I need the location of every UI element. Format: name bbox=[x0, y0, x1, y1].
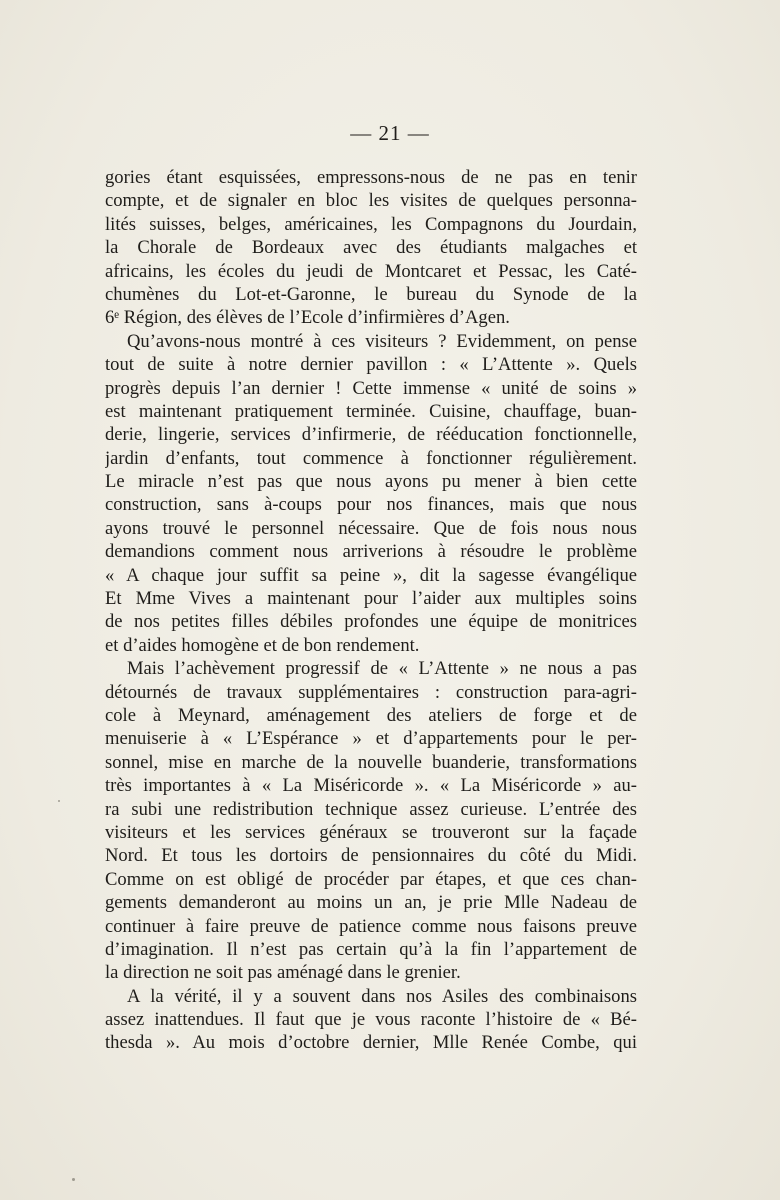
text-line: Qu’avons-nous montré à ces visiteurs ? Evidemment, on pense bbox=[127, 330, 637, 352]
text-line: de nos petites filles débiles profondes une équipe de monitrices bbox=[105, 611, 637, 633]
text-line: gements demanderont au moins un an, je prie Mlle Nadeau de bbox=[105, 892, 637, 914]
text-line: construction, sans à-coups pour nos finances, mais que nous bbox=[105, 494, 637, 516]
text-line: Comme on est obligé de procéder par étapes, et que ces chan- bbox=[105, 868, 637, 890]
text-line: africains, les écoles du jeudi de Montcaret et Pessac, les Caté- bbox=[105, 260, 637, 282]
text-line: Le miracle n’est pas que nous ayons pu mener à bien cette bbox=[105, 471, 637, 493]
text-line: tout de suite à notre dernier pavillon : « L’Attente ». Quels bbox=[105, 354, 637, 376]
text-line: Et Mme Vives a maintenant pour l’aider aux multiples soins bbox=[105, 588, 637, 610]
text-line: gories étant esquissées, empressons-nous de ne pas en tenir bbox=[105, 167, 637, 188]
text-line: chumènes du Lot-et-Garonne, le bureau du Synode de la bbox=[105, 283, 637, 305]
text-line: « A chaque jour suffit sa peine », dit la sagesse évangélique bbox=[105, 564, 637, 586]
text-line: thesda ». Au mois d’octobre dernier, Mlle Renée Combe, qui bbox=[105, 1032, 637, 1054]
text-line: ra subi une redistribution technique assez curieuse. L’entrée des bbox=[105, 798, 637, 820]
text-line: ayons trouvé le personnel nécessaire. Que de fois nous nous bbox=[105, 517, 637, 539]
text-line: sonnel, mise en marche de la nouvelle buanderie, transformations bbox=[105, 751, 637, 773]
text-line: 6ᵉ Région, des élèves de l’Ecole d’infirmières d’Agen. bbox=[105, 307, 510, 329]
text-line: Mais l’achèvement progressif de « L’Attente » ne nous a pas bbox=[127, 658, 637, 680]
text-line: cole à Meynard, aménagement des ateliers de forge et de bbox=[105, 704, 637, 726]
text-line: continuer à faire preuve de patience comme nous faisons preuve bbox=[105, 915, 637, 937]
text-line: visiteurs et les services généraux se trouveront sur la façade bbox=[105, 821, 637, 843]
paper-speck bbox=[58, 800, 60, 802]
text-line: très importantes à « La Miséricorde ». « La Miséricorde » au- bbox=[105, 775, 637, 797]
page-number: — 21 — bbox=[350, 121, 430, 145]
text-line: derie, lingerie, services d’infirmerie, de rééducation fonctionnelle, bbox=[105, 424, 637, 446]
paper-speck bbox=[72, 1178, 75, 1181]
text-line: jardin d’enfants, tout commence à fonctionner régulièrement. bbox=[105, 447, 637, 469]
text-line: lités suisses, belges, américaines, les Compagnons du Jourdain, bbox=[105, 213, 637, 235]
text-line: la Chorale de Bordeaux avec des étudiants malgaches et bbox=[105, 237, 637, 259]
text-line: assez inattendues. Il faut que je vous raconte l’histoire de « Bé- bbox=[105, 1009, 637, 1031]
text-line: d’imagination. Il n’est pas certain qu’à la fin l’appartement de bbox=[105, 938, 637, 960]
text-line: détournés de travaux supplémentaires : construction para-agri- bbox=[105, 681, 637, 703]
text-line: la direction ne soit pas aménagé dans le grenier. bbox=[105, 962, 461, 984]
text-line: progrès depuis l’an dernier ! Cette immense « unité de soins » bbox=[105, 377, 637, 399]
text-line: Nord. Et tous les dortoirs de pensionnaires du côté du Midi. bbox=[105, 845, 637, 867]
text-line: menuiserie à « L’Espérance » et d’appartements pour le per- bbox=[105, 728, 637, 750]
text-line: et d’aides homogène et de bon rendement. bbox=[105, 634, 420, 656]
text-line: demandions comment nous arriverions à résoudre le problème bbox=[105, 541, 637, 563]
text-line: est maintenant pratiquement terminée. Cuisine, chauffage, buan- bbox=[105, 400, 637, 422]
text-line: compte, et de signaler en bloc les visites de quelques personna- bbox=[105, 190, 637, 212]
text-line: A la vérité, il y a souvent dans nos Asiles des combinaisons bbox=[127, 985, 637, 1007]
body-text bbox=[105, 166, 637, 1055]
